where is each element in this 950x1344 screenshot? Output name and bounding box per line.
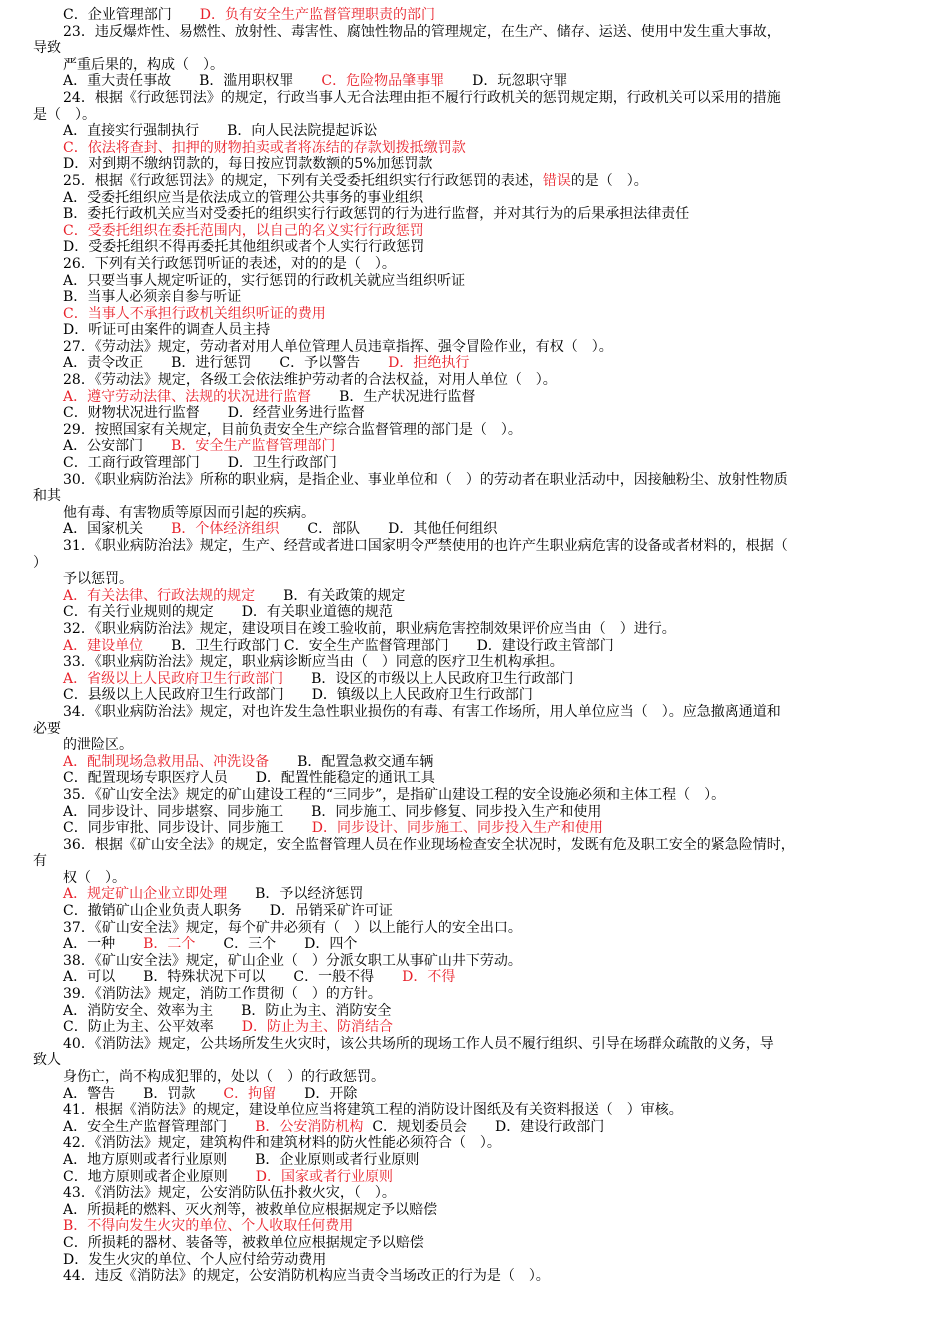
answer-text: C．当事人不承担行政机关组织听证的费用	[63, 305, 326, 322]
text-line	[33, 903, 938, 920]
line-text: A．公安部门	[63, 438, 172, 455]
text-line	[33, 223, 938, 240]
answer-text: D．不得	[402, 969, 456, 986]
line-text: 36．根据《矿山安全法》的规定，安全监督管理人员在作业现场检查安全状况时，发既有危及职工安全的紧急险情时，	[63, 836, 795, 853]
text-line	[33, 621, 938, 638]
answer-text: A．省级以上人民政府卫生行政部门	[63, 670, 284, 687]
answer-text: C．拘留	[223, 1085, 277, 1102]
text-line	[33, 339, 938, 356]
line-text: 42．《消防法》规定，建筑构件和建筑材料的防火性能必须符合（ ）。	[63, 1135, 501, 1152]
line-text: 必要	[33, 720, 61, 737]
line-text: A．重大责任事故 B．滥用职权罪	[63, 73, 322, 90]
text-line	[33, 754, 938, 771]
answer-text: A．遵守劳动法律、法规的状况进行监督	[63, 388, 312, 405]
text-line	[33, 123, 938, 140]
text-line	[33, 405, 938, 422]
line-text: D．开除	[276, 1085, 358, 1102]
line-text: C．工商行政管理部门 D．卫生行政部门	[63, 455, 337, 472]
answer-text: B．个体经济组织	[171, 521, 280, 538]
text-line	[33, 1152, 938, 1169]
line-text: 38．《矿山安全法》规定，矿山企业（ ）分派女职工从事矿山井下劳动。	[63, 952, 522, 969]
line-text: C．部队 D．其他任何组织	[279, 521, 498, 538]
answer-text: B．二个	[143, 936, 196, 953]
text-line	[33, 140, 938, 157]
line-text: C．财物状况进行监督 D．经营业务进行监督	[63, 405, 365, 422]
text-line	[33, 273, 938, 290]
line-text: 予以惩罚。	[63, 571, 133, 588]
line-text: 37．《矿山安全法》规定，每个矿井必须有（ ）以上能行人的安全出口。	[63, 919, 522, 936]
line-text: C．有关行业规则的规定 D．有关职业道德的规范	[63, 604, 393, 621]
line-text: B．予以经济惩罚	[227, 886, 364, 903]
line-text: 29．按照国家有关规定，目前负责安全生产综合监督管理的部门是（ ）。	[63, 421, 522, 438]
line-text: B．委托行政机关应当对受委托的组织实行行政惩罚的行为进行监督，并对其行为的后果承担法律责任	[63, 206, 690, 223]
text-line	[33, 687, 938, 704]
text-line	[33, 455, 938, 472]
line-text: A．警告 B．罚款	[63, 1085, 224, 1102]
answer-text: D．拒绝执行	[388, 355, 470, 372]
line-text: D．玩忽职守罪	[444, 73, 568, 90]
text-line	[33, 90, 938, 107]
text-line	[33, 787, 938, 804]
line-text: 34．《职业病防治法》规定，对也许发生急性职业损伤的有毒、有害工作场所，用人单位应当（ ）。应急撤离通道和	[63, 703, 781, 720]
text-line	[33, 555, 938, 572]
line-text: 权（ ）。	[63, 869, 126, 886]
line-text: A．安全生产监督管理部门	[63, 1118, 256, 1135]
text-line	[33, 638, 938, 655]
text-line	[33, 853, 938, 870]
text-line	[33, 107, 938, 124]
line-text: 25．根据《行政惩罚法》的规定，下列有关受委托组织实行行政惩罚的表述，	[63, 172, 543, 189]
text-line	[33, 156, 938, 173]
line-text: C．配置现场专职医疗人员 D．配置性能稳定的通讯工具	[63, 770, 435, 787]
text-line	[33, 289, 938, 306]
text-line	[33, 1218, 938, 1235]
text-line	[33, 239, 938, 256]
text-line	[33, 704, 938, 721]
text-line	[33, 986, 938, 1003]
answer-text: D．负有安全生产监督管理职责的部门	[199, 7, 435, 23]
line-text: A．只要当事人规定听证的，实行惩罚的行政机关就应当组织听证	[63, 272, 466, 289]
text-line	[33, 837, 938, 854]
text-line	[33, 190, 938, 207]
line-text: 是（ ）。	[33, 106, 96, 123]
line-text: 39．《消防法》规定，消防工作贯彻（ ）的方针。	[63, 986, 382, 1003]
line-text: A．消防安全、效率为主 B．防止为主、消防安全	[63, 1002, 392, 1019]
line-text: ）	[33, 554, 47, 571]
line-text: A．同步设计、同步堪察、同步施工 B．同步施工、同步修复、同步投入生产和使用	[63, 803, 602, 820]
text-line	[33, 173, 938, 190]
line-text: 有	[33, 853, 47, 870]
line-text: A．地方原则或者行业原则 B．企业原则或者行业原则	[63, 1151, 420, 1168]
text-line	[33, 604, 938, 621]
line-text: B．设区的市级以上人民政府卫生行政部门	[283, 670, 574, 687]
answer-text: C．依法将查封、扣押的财物拍卖或者将冻结的存款划拨抵缴罚款	[63, 139, 466, 156]
text-line	[33, 505, 938, 522]
text-line	[33, 1135, 938, 1152]
text-line	[33, 1185, 938, 1202]
text-line	[33, 804, 938, 821]
text-line	[33, 1052, 938, 1069]
line-text: D．对到期不缴纳罚款的，每日按应罚款数额的5%加惩罚款	[63, 156, 433, 173]
line-text: B．配置急救交通车辆	[269, 753, 434, 770]
answer-text: C．危险物品肇事罪	[321, 73, 445, 90]
line-text: 的是（ ）。	[570, 172, 648, 189]
line-text: C．同步审批、同步设计、同步施工	[63, 820, 312, 837]
line-text: A．受委托组织应当是依法成立的管理公共事务的事业组织	[63, 189, 424, 206]
answer-text: C．受委托组织在委托范围内，以自己的名义实行行政惩罚	[63, 222, 424, 239]
line-text: 23．违反爆炸性、易燃性、放射性、毒害性、腐蚀性物品的管理规定，在生产、储存、运送、使用中发生重大事故，	[63, 23, 781, 40]
answer-text: D．防止为主、防消结合	[241, 1019, 393, 1036]
line-text: 身伤亡，尚不构成犯罪的，处以（ ）的行政惩罚。	[63, 1069, 385, 1085]
line-text: 31．《职业病防治法》规定，生产、经营或者进口国家明令严禁使用的也许产生职业病危害的设备或者材料的，根据（	[63, 538, 788, 554]
line-text: 41．根据《消防法》的规定，建设单位应当将建筑工程的消防设计图纸及有关资料报送（ ）审核。	[63, 1102, 683, 1119]
line-text: 32．《职业病防治法》规定，建设项目在竣工验收前，职业病危害控制效果评价应当由（ ）进行。	[63, 620, 676, 637]
line-text: B．生产状况进行监督	[311, 388, 476, 405]
line-text: A．所损耗的燃料、灭火剂等，被救单位应根据规定予以赔偿	[63, 1201, 438, 1218]
text-line	[33, 588, 938, 605]
text-line	[33, 737, 938, 754]
answer-text: A．规定矿山企业立即处理	[63, 886, 228, 903]
answer-text: D．国家或者行业原则	[255, 1168, 393, 1185]
answer-text: B．不得向发生火灾的单位、个人收取任何费用	[63, 1218, 354, 1235]
line-text: D．受委托组织不得再委托其他组织或者个人实行行政惩罚	[63, 239, 425, 256]
line-text: C．企业管理部门	[63, 7, 200, 23]
line-text: C．规划委员会 D．建设行政部门	[363, 1118, 605, 1135]
line-text: A．国家机关	[63, 521, 172, 538]
text-line	[33, 488, 938, 505]
line-text: 24．根据《行政惩罚法》的规定，行政当事人无合法理由拒不履行行政机关的惩罚规定期，行政机关可以采用的措施	[63, 89, 781, 106]
answer-text: 错误	[542, 172, 571, 189]
text-line	[33, 306, 938, 323]
answer-text: A．建设单位	[63, 637, 144, 654]
text-line	[33, 206, 938, 223]
line-text: A．责令改正 B．进行惩罚 C．予以警告	[63, 355, 389, 372]
text-line	[33, 770, 938, 787]
text-line	[33, 538, 938, 555]
text-line	[33, 1119, 938, 1136]
text-line	[33, 1036, 938, 1053]
line-text: C．地方原则或者企业原则	[63, 1168, 256, 1185]
text-line	[33, 372, 938, 389]
answer-text: A．有关法律、行政法规的规定	[63, 587, 256, 604]
text-line	[33, 422, 938, 439]
text-line	[33, 40, 938, 57]
text-line	[33, 571, 938, 588]
text-line	[33, 654, 938, 671]
text-line	[33, 1086, 938, 1103]
answer-text: B．公安消防机构	[255, 1118, 364, 1135]
text-line	[33, 936, 938, 953]
answer-text: D．同步设计、同步施工、同步投入生产和使用	[311, 820, 603, 837]
line-text: 的泄险区。	[63, 737, 133, 754]
line-text: 35．《矿山安全法》规定的矿山建设工程的“三同步”，是指矿山建设工程的安全设施必须和主体工程（ ）。	[63, 786, 726, 803]
text-line	[33, 1019, 938, 1036]
line-text: C．撤销矿山企业负责人职务 D．吊销采矿许可证	[63, 903, 393, 920]
text-line	[33, 24, 938, 41]
text-line	[33, 57, 938, 74]
text-line	[33, 73, 938, 90]
answer-text: B．安全生产监督管理部门	[171, 438, 336, 455]
text-line	[33, 1235, 938, 1252]
line-text: 44．违反《消防法》的规定，公安消防机构应当责令当场改正的行为是（ ）。	[63, 1268, 550, 1285]
line-text: B．有关政策的规定	[255, 587, 406, 604]
line-text: C．三个 D．四个	[195, 936, 358, 953]
text-line	[33, 1252, 938, 1269]
text-line	[33, 322, 938, 339]
line-text: 27．《劳动法》规定，劳动者对用人单位管理人员违章指挥、强令冒险作业，有权（ ）。	[63, 338, 613, 355]
line-text: B．当事人必须亲自参与听证	[63, 289, 242, 306]
text-line	[33, 472, 938, 489]
text-line	[33, 870, 938, 887]
line-text: 30．《职业病防治法》所称的职业病，是指企业、事业单位和（ ）的劳动者在职业活动中，因接触粉尘、放射性物质	[63, 471, 788, 488]
line-text: 26．下列有关行政惩罚听证的表述，对的的是（ ）。	[63, 255, 396, 272]
answer-text: A．配制现场急救用品、冲洗设备	[63, 753, 270, 770]
line-text: 33．《职业病防治法》规定，职业病诊断应当由（ ）同意的医疗卫生机构承担。	[63, 654, 564, 671]
line-text: 导致	[33, 40, 61, 57]
text-line	[33, 886, 938, 903]
text-line	[33, 671, 938, 688]
text-line	[33, 969, 938, 986]
text-line	[33, 1102, 938, 1119]
text-line	[33, 389, 938, 406]
line-text: 43．《消防法》规定，公安消防队伍扑救火灾，（ ）。	[63, 1185, 396, 1202]
document-body	[33, 7, 938, 1285]
line-text: C．防止为主、公平效率	[63, 1019, 242, 1036]
text-line	[33, 1268, 938, 1285]
line-text: 和其	[33, 488, 61, 505]
text-line	[33, 1202, 938, 1219]
line-text: D．听证可由案件的调查人员主持	[63, 322, 271, 339]
line-text: 40．《消防法》规定，公共场所发生火灾时，该公共场所的现场工作人员不履行组织、引导在场群众疏散的义务，导	[63, 1035, 774, 1052]
line-text: 严重后果的，构成（ ）。	[63, 56, 224, 73]
text-line	[33, 355, 938, 372]
line-text: B．卫生行政部门 C．安全生产监督管理部门 D．建设行政主管部门	[143, 637, 614, 654]
text-line	[33, 256, 938, 273]
text-line	[33, 521, 938, 538]
text-line	[33, 920, 938, 937]
text-line	[33, 953, 938, 970]
line-text: C．县级以上人民政府卫生行政部门 D．镇级以上人民政府卫生行政部门	[63, 687, 533, 704]
text-line	[33, 1069, 938, 1086]
text-line	[33, 1169, 938, 1186]
line-text: C．所损耗的器材、装备等，被救单位应根据规定予以赔偿	[63, 1234, 424, 1251]
line-text: 致人	[33, 1052, 61, 1069]
line-text: D．发生火灾的单位、个人应付给劳动费用	[63, 1251, 327, 1268]
text-line	[33, 438, 938, 455]
line-text: 他有毒、有害物质等原因而引起的疾病。	[63, 504, 315, 521]
line-text: A．直接实行强制执行 B．向人民法院提起诉讼	[63, 123, 378, 140]
line-text: A．可以 B．特殊状况下可以 C．一般不得	[63, 969, 403, 986]
text-line	[33, 820, 938, 837]
text-line	[33, 721, 938, 738]
text-line	[33, 7, 938, 24]
line-text: A．一种	[63, 936, 144, 953]
text-line	[33, 1003, 938, 1020]
line-text: 28．《劳动法》规定，各级工会依法维护劳动者的合法权益，对用人单位（ ）。	[63, 372, 557, 389]
